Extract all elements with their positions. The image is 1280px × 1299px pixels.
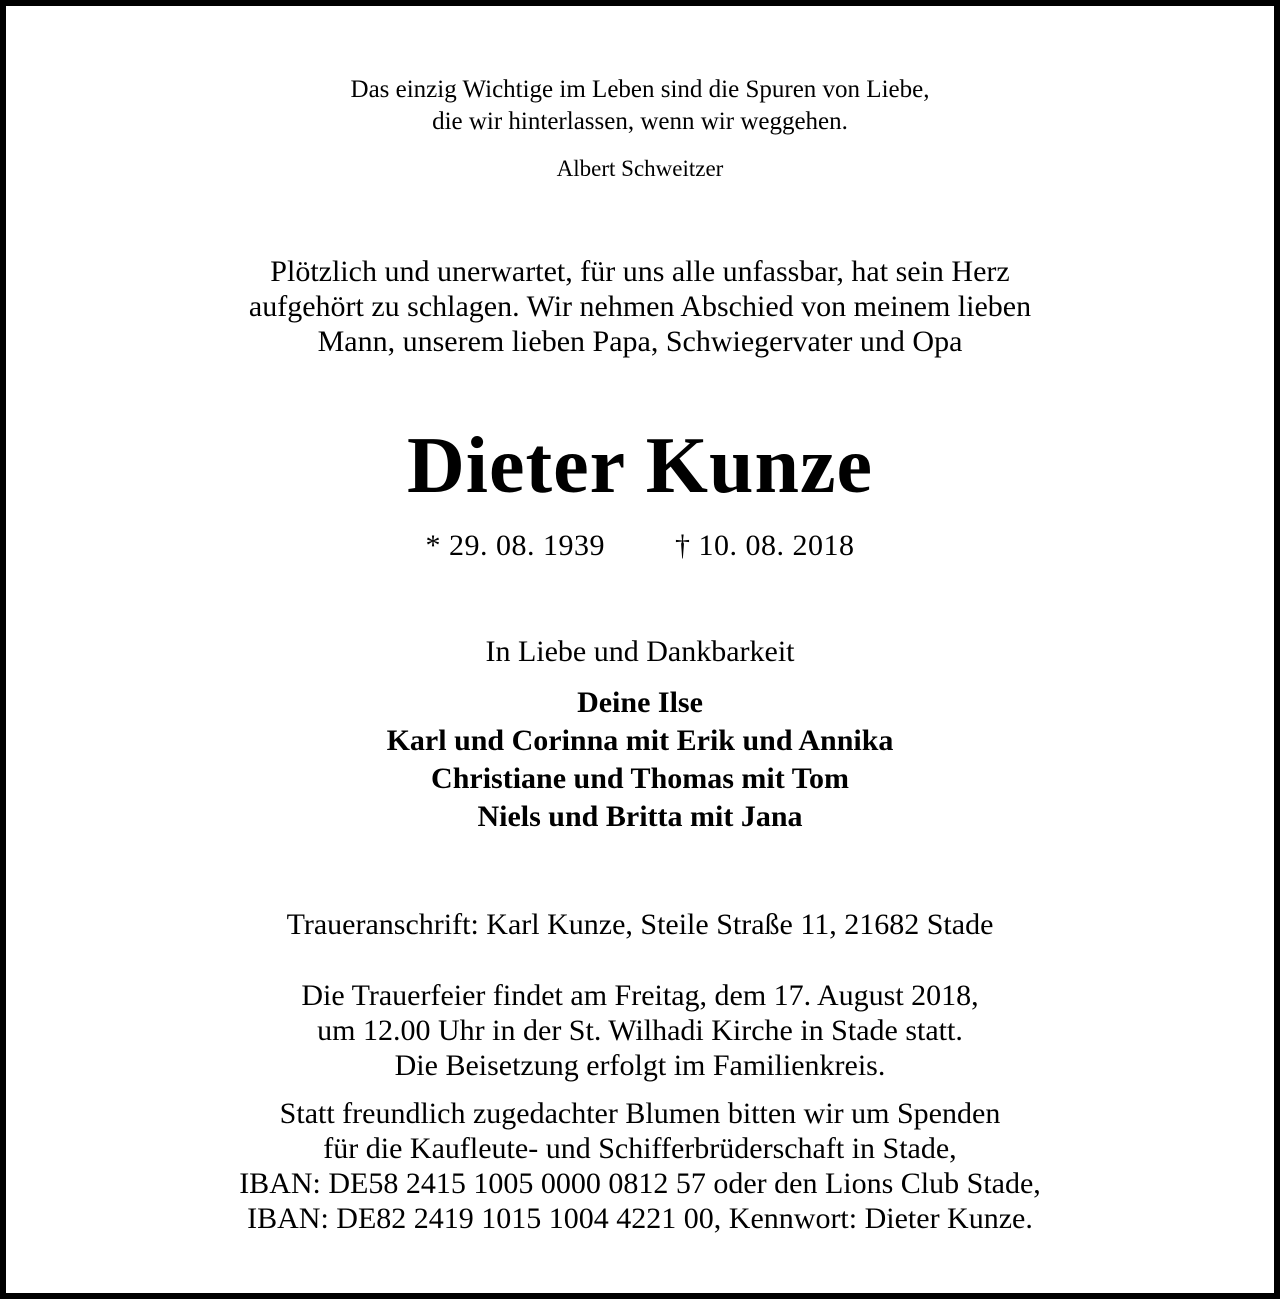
deceased-name: Dieter Kunze	[407, 422, 873, 510]
quote	[6, 74, 1274, 138]
birth-date: * 29. 08. 1939	[425, 529, 605, 562]
family-member: Deine Ilse	[577, 686, 703, 719]
family-member: Christiane und Thomas mit Tom	[431, 762, 849, 795]
ceremony-line: um 12.00 Uhr in der St. Wilhadi Kirche in Stade statt.	[317, 1014, 963, 1047]
ceremony-info	[6, 978, 1274, 1083]
death-date: † 10. 08. 2018	[675, 529, 855, 562]
intro-line: Plötzlich und unerwartet, für uns alle unfassbar, hat sein Herz	[270, 255, 1010, 288]
family-member: Karl und Corinna mit Erik und Annika	[386, 724, 894, 757]
intro-line: aufgehört zu schlagen. Wir nehmen Abschied von meinem lieben	[248, 290, 1032, 323]
intro-line: Mann, unserem lieben Papa, Schwiegervater und Opa	[317, 325, 963, 358]
family-list	[6, 684, 1274, 836]
donation-line: Statt freundlich zugedachter Blumen bitten wir um Spenden	[279, 1097, 1001, 1130]
quote-line: Das einzig Wichtige im Leben sind die Spuren von Liebe,	[350, 76, 930, 103]
quote-author: Albert Schweitzer	[556, 156, 724, 181]
ceremony-line: Die Beisetzung erfolgt im Familienkreis.	[394, 1049, 886, 1082]
donation-line: IBAN: DE58 2415 1005 0000 0812 57 oder den Lions Club Stade,	[239, 1167, 1041, 1200]
life-dates	[6, 526, 1274, 566]
intro-text	[6, 254, 1274, 359]
ceremony-line: Die Trauerfeier findet am Freitag, dem 17. August 2018,	[301, 979, 979, 1012]
donation-info	[6, 1096, 1274, 1236]
family-member: Niels und Britta mit Jana	[477, 800, 803, 833]
dedication: In Liebe und Dankbarkeit	[485, 635, 795, 668]
mourning-address: Traueranschrift: Karl Kunze, Steile Straße 11, 21682 Stade	[286, 908, 994, 941]
donation-line: für die Kaufleute- und Schifferbrüderschaft in Stade,	[323, 1132, 957, 1165]
donation-line: IBAN: DE82 2419 1015 1004 4221 00, Kennwort: Dieter Kunze.	[247, 1202, 1033, 1235]
quote-line: die wir hinterlassen, wenn wir weggehen.	[432, 108, 848, 135]
